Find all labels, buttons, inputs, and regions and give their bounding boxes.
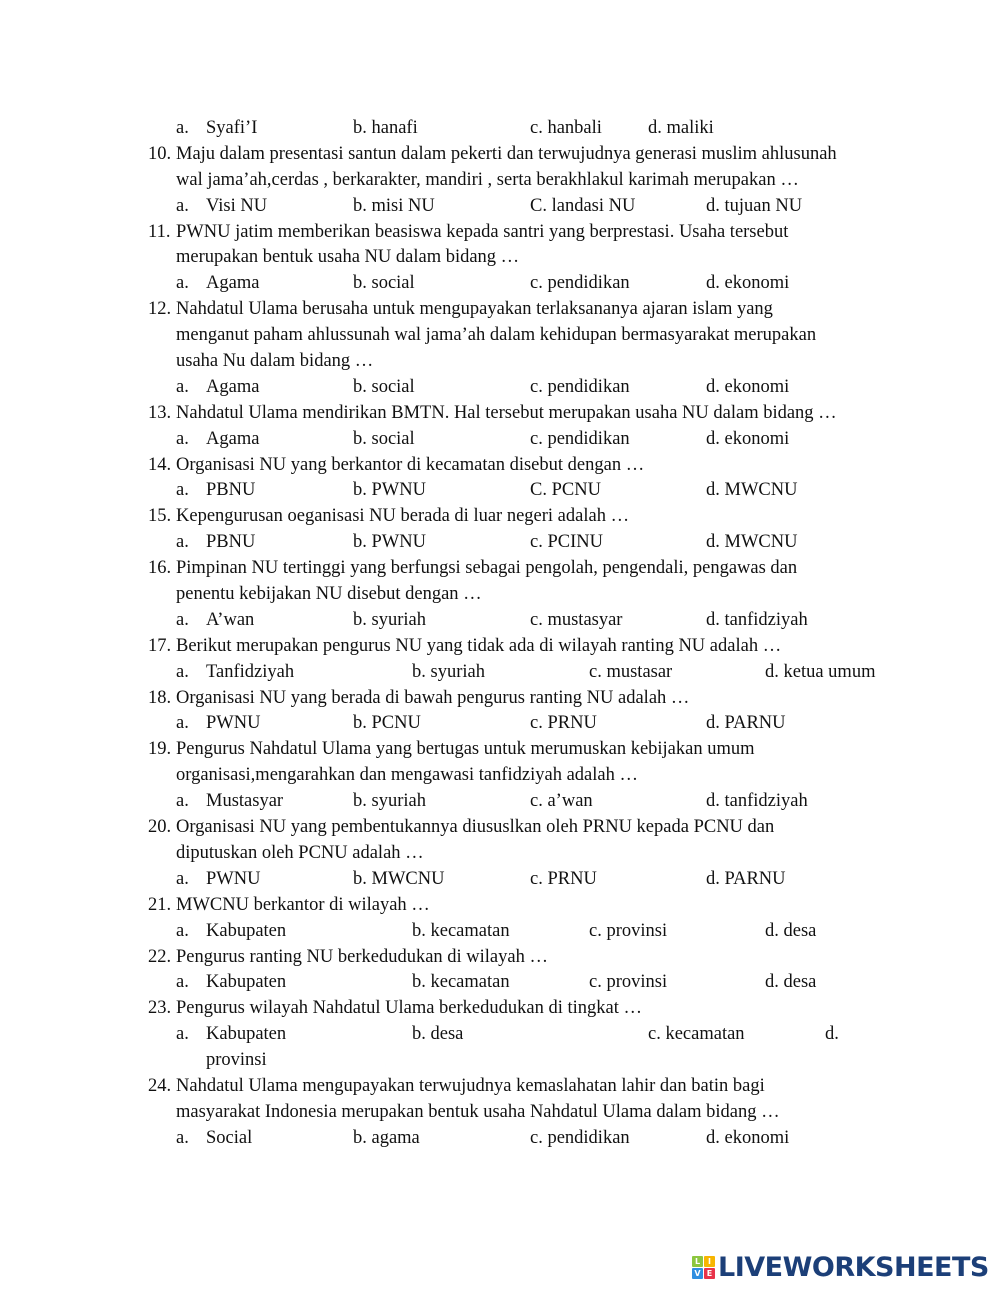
option: d. desa <box>765 920 817 941</box>
question-text: Nahdatul Ulama mendirikan BMTN. Hal tersebut merupakan usaha NU dalam bidang … <box>176 402 837 423</box>
question-line <box>0 582 1000 608</box>
option-text: Kabupaten <box>206 972 287 993</box>
option-letter: a. <box>176 609 189 630</box>
question-line <box>0 401 1000 427</box>
question-line <box>0 168 1000 194</box>
option: c. pendidikan <box>530 1127 630 1148</box>
option-letter: a. <box>176 661 189 682</box>
option: c. kecamatan <box>648 1024 745 1045</box>
options-row <box>0 375 1000 401</box>
question-number: 17. <box>148 635 172 656</box>
logo-tile: E <box>704 1268 715 1279</box>
option: c. PRNU <box>530 868 597 889</box>
option-letter: d. <box>825 1024 839 1045</box>
options-row <box>0 1022 1000 1048</box>
option-text: provinsi <box>206 1050 267 1071</box>
option-letter: a. <box>176 118 189 138</box>
question-text: Organisasi NU yang pembentukannya diususlkan oleh PRNU kepada PCNU dan <box>176 817 775 838</box>
option: b. agama <box>353 1127 420 1148</box>
option-letter: a. <box>176 868 189 889</box>
option: d. tujuan NU <box>706 195 803 216</box>
question-line <box>0 634 1000 660</box>
question-text: diputuskan oleh PCNU adalah … <box>176 842 424 863</box>
question-line <box>0 1074 1000 1100</box>
question-text: Berikut merupakan pengurus NU yang tidak ada di wilayah ranting NU adalah … <box>176 635 782 656</box>
option: b. syuriah <box>353 609 426 630</box>
question-line <box>0 297 1000 323</box>
question-line <box>0 815 1000 841</box>
question-item <box>0 686 1000 738</box>
option-letter: a. <box>176 791 189 812</box>
options-row-wrap <box>0 1048 1000 1074</box>
option: b. social <box>353 428 415 449</box>
option-text: Social <box>206 1127 253 1148</box>
option: b. social <box>353 273 415 294</box>
question-number: 24. <box>148 1075 172 1096</box>
option: c. provinsi <box>589 920 668 941</box>
question-number: 15. <box>148 506 172 527</box>
option: c. PRNU <box>530 713 597 734</box>
options-row <box>0 919 1000 945</box>
question-number: 22. <box>148 946 172 967</box>
option-letter: a. <box>176 713 189 734</box>
option: b. kecamatan <box>412 920 510 941</box>
question-item <box>0 453 1000 505</box>
option-letter: a. <box>176 428 189 449</box>
question-line <box>0 323 1000 349</box>
option-letter: a. <box>176 1127 189 1148</box>
option-text: Tanfidziyah <box>206 661 295 682</box>
question-text: PWNU jatim memberikan beasiswa kepada santri yang berprestasi. Usaha tersebut <box>176 221 789 242</box>
option-letter: a. <box>176 972 189 993</box>
question-item <box>0 893 1000 945</box>
option: d. ekonomi <box>706 1127 790 1148</box>
logo-tile: V <box>692 1268 703 1279</box>
question-number: 16. <box>148 558 172 579</box>
option: b. syuriah <box>412 661 485 682</box>
option: b. MWCNU <box>353 868 445 889</box>
option-letter: a. <box>176 532 189 553</box>
question-number: 19. <box>148 739 172 760</box>
option: d. ketua umum <box>765 661 876 682</box>
option: b. hanafi <box>353 118 418 138</box>
option: d. PARNU <box>706 868 786 889</box>
question-number: 20. <box>148 817 172 838</box>
option-text: PBNU <box>206 480 256 501</box>
option: b. PWNU <box>353 480 426 501</box>
options-row <box>0 608 1000 634</box>
options-row <box>0 660 1000 686</box>
question-text: Pengurus ranting NU berkedudukan di wilayah … <box>176 946 548 967</box>
question-line <box>0 841 1000 867</box>
question-text: organisasi,mengarahkan dan mengawasi tanfidziyah adalah … <box>176 765 638 786</box>
question-text: menganut paham ahlussunah wal jama’ah dalam kehidupan bermasyarakat merupakan <box>176 325 817 346</box>
question-text: wal jama’ah,cerdas , berkarakter, mandiri , serta berakhlakul karimah merupakan … <box>176 169 799 190</box>
options-row <box>0 1126 1000 1152</box>
question-text: usaha Nu dalam bidang … <box>176 351 374 372</box>
option: d. maliki <box>648 118 714 138</box>
question-text: Pimpinan NU tertinggi yang berfungsi sebagai pengolah, pengendali, pengawas dan <box>176 558 798 579</box>
question-line <box>0 142 1000 168</box>
option-letter: a. <box>176 480 189 501</box>
question-item <box>0 1074 1000 1152</box>
question-line <box>0 763 1000 789</box>
option: d. PARNU <box>706 713 786 734</box>
question-number: 14. <box>148 454 172 475</box>
option: d. ekonomi <box>706 376 790 397</box>
logo-wordmark: LIVEWORKSHEETS <box>718 1252 989 1283</box>
option-letter: a. <box>176 920 189 941</box>
question-item <box>0 634 1000 686</box>
option-letter: a. <box>176 376 189 397</box>
question-text: penentu kebijakan NU disebut dengan … <box>176 584 482 605</box>
option: c. pendidikan <box>530 428 630 449</box>
question-text: Organisasi NU yang berada di bawah pengurus ranting NU adalah … <box>176 687 690 708</box>
question-number: 12. <box>148 299 172 320</box>
option: c. pendidikan <box>530 376 630 397</box>
question-line <box>0 686 1000 712</box>
option: b. misi NU <box>353 195 435 216</box>
question-item <box>0 945 1000 997</box>
question-line <box>0 349 1000 375</box>
worksheet-document <box>0 116 1000 1152</box>
option: b. syuriah <box>353 791 426 812</box>
option: d. desa <box>765 972 817 993</box>
question-number: 23. <box>148 998 172 1019</box>
question-item <box>0 504 1000 556</box>
question-line <box>0 996 1000 1022</box>
option: b. desa <box>412 1024 464 1045</box>
question-line <box>0 945 1000 971</box>
question-item <box>0 996 1000 1074</box>
option-text: Syafi’I <box>206 118 258 138</box>
option-text: PBNU <box>206 532 256 553</box>
question-number: 10. <box>148 143 172 164</box>
option: d. ekonomi <box>706 273 790 294</box>
question-line <box>0 220 1000 246</box>
option: C. landasi NU <box>530 195 636 216</box>
option-letter: a. <box>176 195 189 216</box>
question-line <box>0 1100 1000 1126</box>
option: c. hanbali <box>530 118 602 138</box>
question-line <box>0 245 1000 271</box>
options-row <box>0 789 1000 815</box>
question-line <box>0 453 1000 479</box>
option-text: Agama <box>206 273 260 294</box>
option: c. mustasar <box>589 661 673 682</box>
options-row <box>0 867 1000 893</box>
option: d. MWCNU <box>706 480 798 501</box>
question-line <box>0 556 1000 582</box>
question-item <box>0 556 1000 634</box>
question-item <box>0 297 1000 401</box>
option: C. PCNU <box>530 480 601 501</box>
option: b. PWNU <box>353 532 426 553</box>
question-text: Kepengurusan oeganisasi NU berada di luar negeri adalah … <box>176 506 630 527</box>
option: c. pendidikan <box>530 273 630 294</box>
question-item <box>0 815 1000 893</box>
option: c. provinsi <box>589 972 668 993</box>
option: d. tanfidziyah <box>706 609 808 630</box>
option-text: Agama <box>206 428 260 449</box>
question-text: Nahdatul Ulama berusaha untuk mengupayakan terlaksananya ajaran islam yang <box>176 299 773 320</box>
option-text: A’wan <box>206 609 255 630</box>
logo-tile: L <box>692 1256 703 1267</box>
question-text: merupakan bentuk usaha NU dalam bidang … <box>176 247 520 268</box>
option: d. ekonomi <box>706 428 790 449</box>
options-row <box>0 116 1000 142</box>
question-number: 18. <box>148 687 172 708</box>
logo-tile: I <box>704 1256 715 1267</box>
option-text: PWNU <box>206 868 261 889</box>
question-text: Organisasi NU yang berkantor di kecamatan disebut dengan … <box>176 454 645 475</box>
question-number: 21. <box>148 894 172 915</box>
question-number: 13. <box>148 402 172 423</box>
question-text: masyarakat Indonesia merupakan bentuk usaha Nahdatul Ulama dalam bidang … <box>176 1101 780 1122</box>
question-number: 11. <box>148 221 171 242</box>
option-text: Agama <box>206 376 260 397</box>
question-item <box>0 142 1000 220</box>
options-row <box>0 427 1000 453</box>
question-item <box>0 116 1000 142</box>
option: d. tanfidziyah <box>706 791 808 812</box>
option: d. MWCNU <box>706 532 798 553</box>
option-text: Kabupaten <box>206 920 287 941</box>
question-line <box>0 504 1000 530</box>
option: c. a’wan <box>530 791 593 812</box>
option-text: Mustasyar <box>206 791 284 812</box>
option-letter: a. <box>176 273 189 294</box>
question-text: MWCNU berkantor di wilayah … <box>176 894 430 915</box>
question-item <box>0 401 1000 453</box>
options-row <box>0 711 1000 737</box>
question-text: Pengurus wilayah Nahdatul Ulama berkedudukan di tingkat … <box>176 998 642 1019</box>
options-row <box>0 194 1000 220</box>
logo-tiles-icon <box>692 1256 715 1279</box>
question-text: Pengurus Nahdatul Ulama yang bertugas untuk merumuskan kebijakan umum <box>176 739 755 760</box>
question-text: Nahdatul Ulama mengupayakan terwujudnya kemaslahatan lahir dan batin bagi <box>176 1075 765 1096</box>
option: c. mustasyar <box>530 609 623 630</box>
options-row <box>0 970 1000 996</box>
options-row <box>0 271 1000 297</box>
question-text: Maju dalam presentasi santun dalam pekerti dan terwujudnya generasi muslim ahlusunah <box>176 143 837 164</box>
option: b. social <box>353 376 415 397</box>
option: b. PCNU <box>353 713 421 734</box>
question-item <box>0 737 1000 815</box>
liveworksheets-logo <box>692 1252 989 1283</box>
question-line <box>0 893 1000 919</box>
options-row <box>0 530 1000 556</box>
question-line <box>0 737 1000 763</box>
option-text: Kabupaten <box>206 1024 287 1045</box>
option: c. PCINU <box>530 532 603 553</box>
option-letter: a. <box>176 1024 189 1045</box>
question-item <box>0 220 1000 298</box>
options-row <box>0 478 1000 504</box>
option: b. kecamatan <box>412 972 510 993</box>
option-text: PWNU <box>206 713 261 734</box>
option-text: Visi NU <box>206 195 268 216</box>
